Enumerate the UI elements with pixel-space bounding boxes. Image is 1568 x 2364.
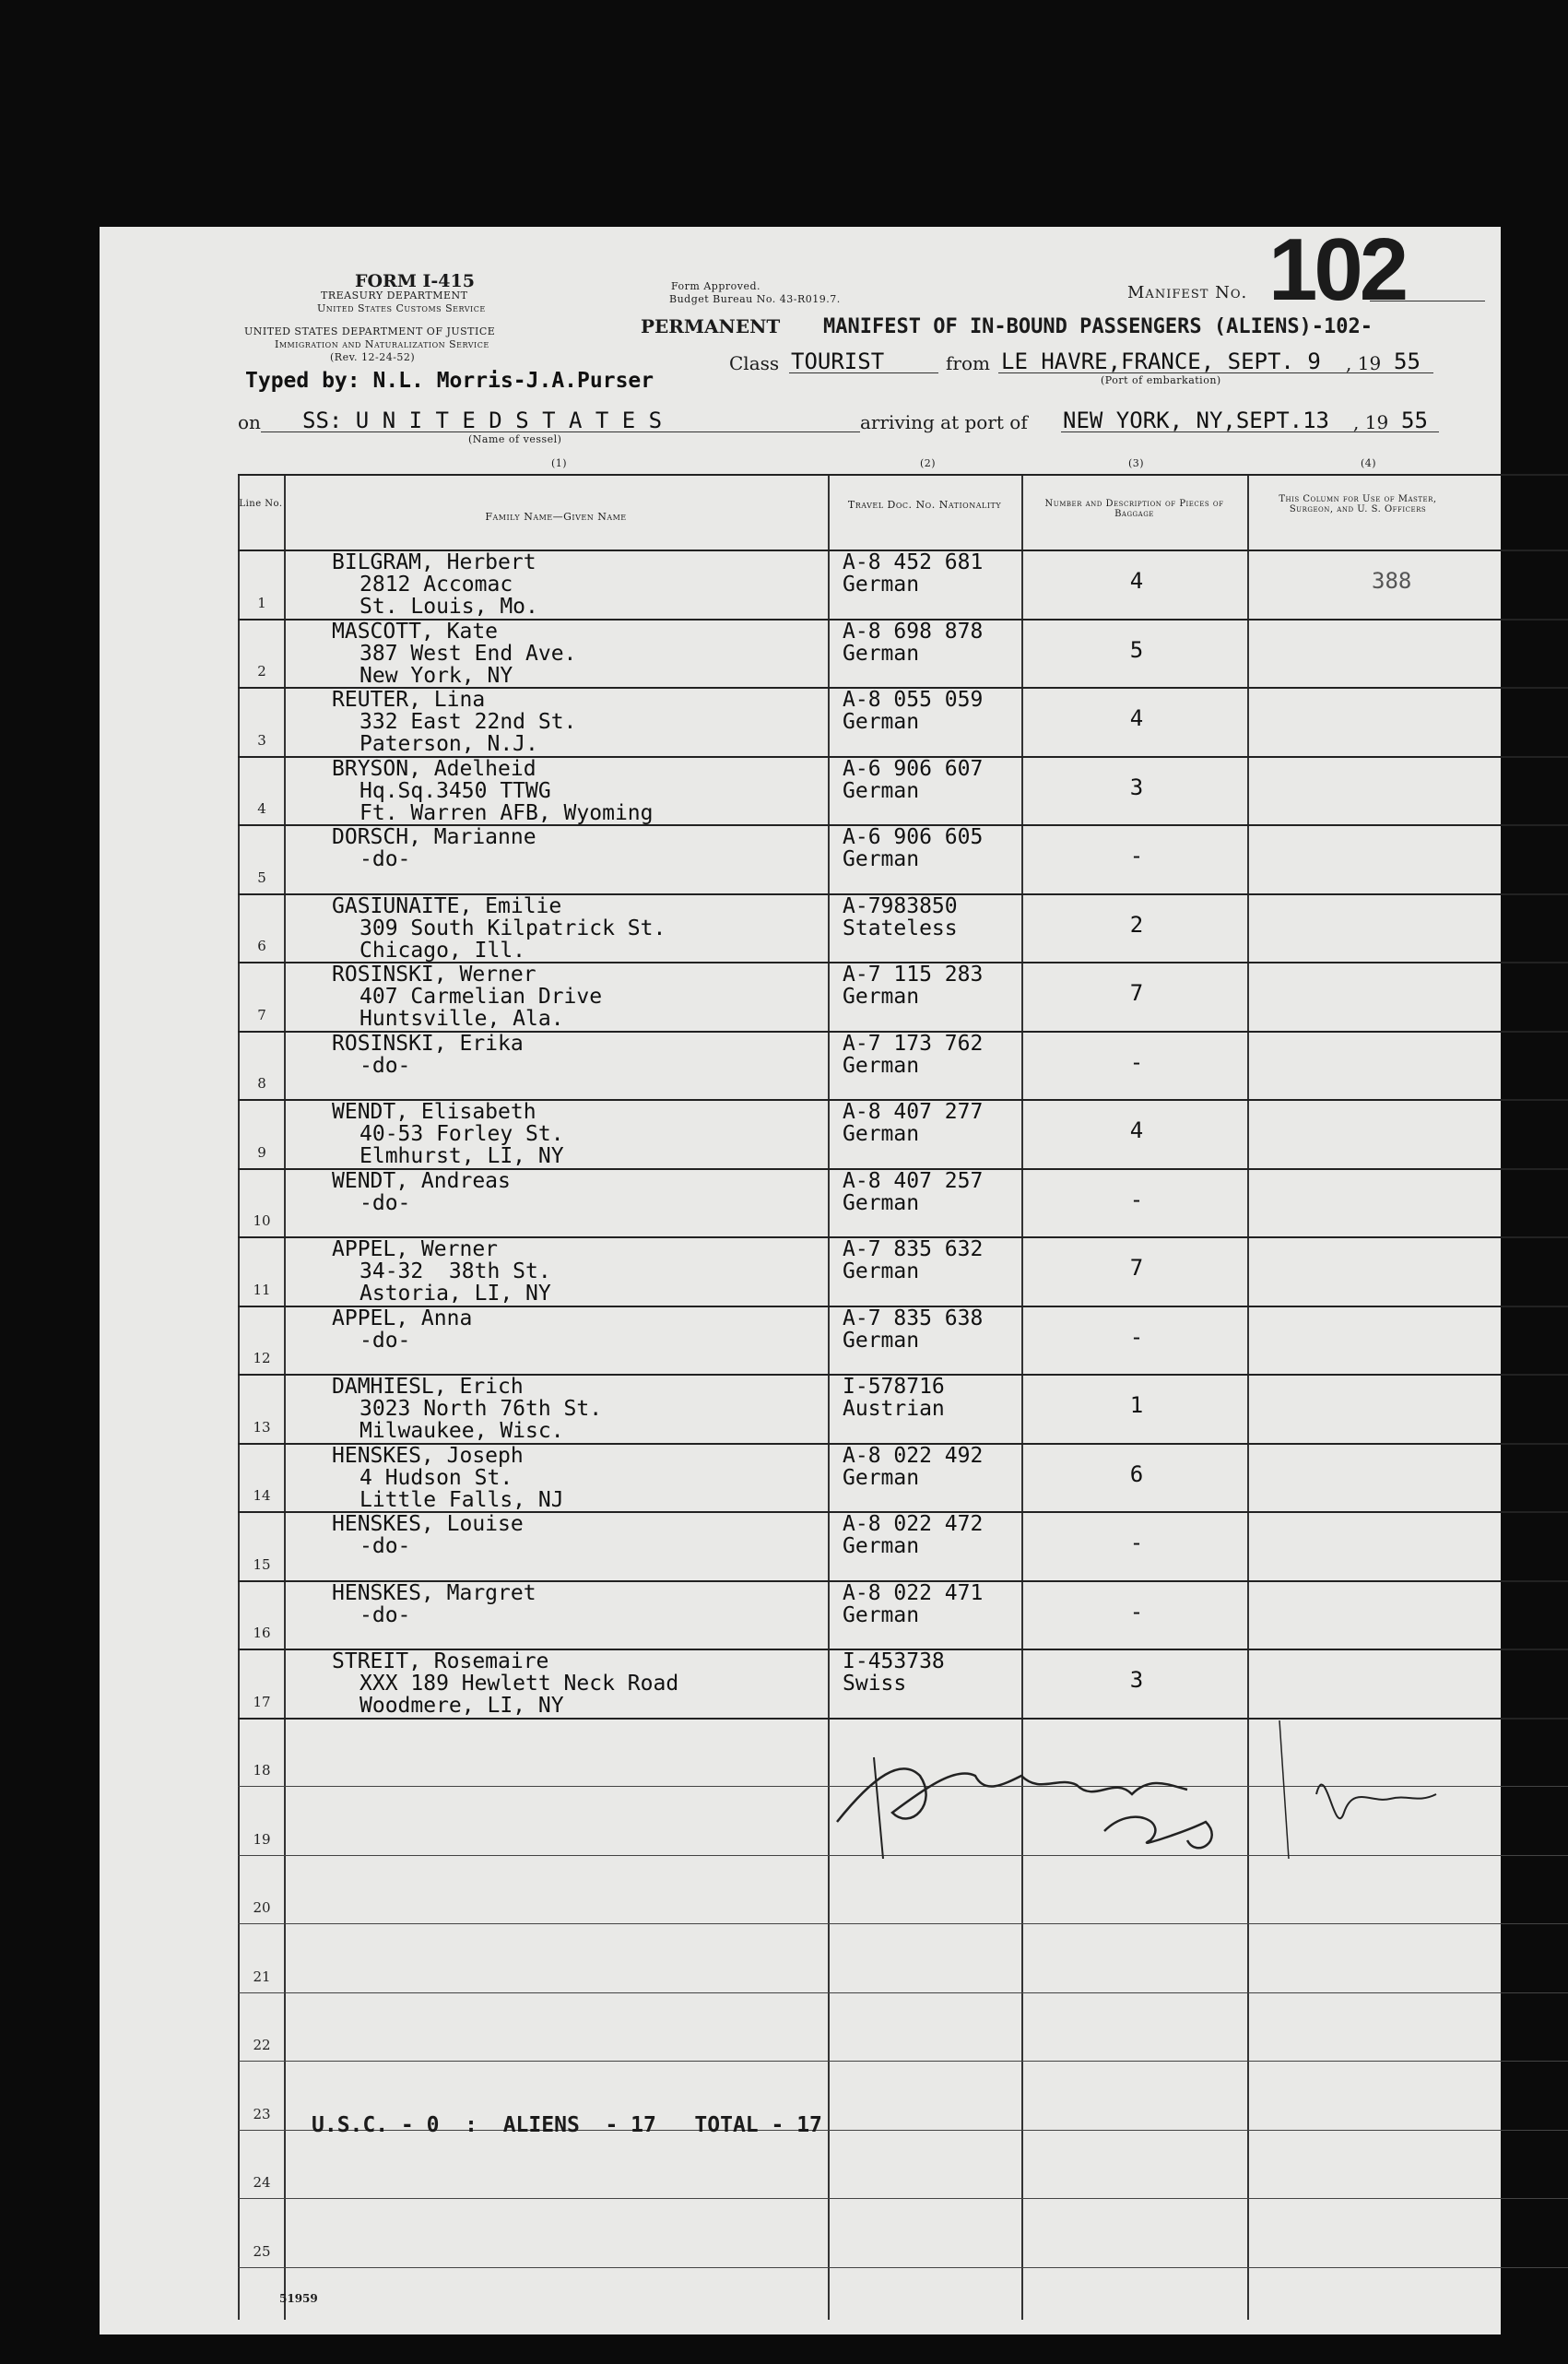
passenger-address-line1: -do- (360, 1602, 411, 1627)
line-number: 22 (253, 2037, 271, 2053)
baggage-count: - (1129, 843, 1144, 869)
passenger-address-line1: -do- (360, 847, 411, 871)
travel-doc-number: A-8 407 277 (843, 1100, 984, 1124)
manifest-table (238, 474, 1568, 2320)
travel-doc-number: A-7 835 632 (843, 1237, 984, 1261)
dept-treasury: TREASURY DEPARTMENT (321, 290, 468, 301)
line-number: 10 (253, 1212, 271, 1229)
nationality: Austrian (843, 1397, 945, 1421)
baggage-count: 4 (1129, 568, 1144, 594)
nationality: German (843, 847, 920, 871)
passenger-address-line2: Huntsville, Ala. (360, 1007, 564, 1031)
typed-by: Typed by: N.L. Morris-J.A.Purser (245, 369, 654, 393)
travel-doc-number: I-453738 (843, 1649, 945, 1673)
travel-doc-number: A-8 022 471 (843, 1580, 984, 1605)
on-label: on (238, 411, 261, 433)
arriving-value: NEW YORK, NY,SEPT.13 (1063, 408, 1329, 433)
travel-doc-number: A-7 173 762 (843, 1031, 984, 1056)
nationality: Stateless (843, 916, 958, 940)
travel-doc-number: A-8 022 492 (843, 1443, 984, 1468)
travel-doc-number: A-6 906 607 (843, 756, 984, 781)
vessel-underline (261, 431, 860, 432)
from-underline (998, 372, 1433, 373)
passenger-address-line1: Hq.Sq.3450 TTWG (360, 778, 551, 803)
passenger-address-line2: Woodmere, LI, NY (360, 1694, 564, 1718)
baggage-count: 1 (1129, 1392, 1144, 1418)
passenger-name: HENSKES, Margret (332, 1580, 536, 1605)
passenger-address-line1: 407 Carmelian Drive (360, 985, 603, 1009)
col-num-1: (1) (551, 457, 568, 469)
vessel-name: SS: U N I T E D S T A T E S (302, 408, 663, 433)
baggage-count: - (1129, 1530, 1144, 1555)
passenger-address-line1: -do- (360, 1190, 411, 1215)
nationality: German (843, 1465, 920, 1490)
line-number: 4 (257, 800, 266, 817)
officer-signature (800, 1720, 1501, 1859)
baggage-count: 3 (1129, 1667, 1144, 1693)
passenger-address-line2: Astoria, LI, NY (360, 1282, 551, 1306)
travel-doc-number: A-8 055 059 (843, 688, 984, 712)
passenger-name: REUTER, Lina (332, 688, 486, 712)
baggage-count: 4 (1129, 1117, 1144, 1143)
row-divider (238, 2198, 1568, 2199)
baggage-count: 6 (1129, 1460, 1144, 1487)
col-num-4: (4) (1361, 457, 1377, 469)
class-label: Class (729, 352, 780, 374)
line-number: 2 (257, 663, 266, 680)
baggage-count: - (1129, 1323, 1144, 1350)
passenger-address-line2: New York, NY (360, 663, 513, 688)
baggage-count: - (1129, 1186, 1144, 1212)
class-underline (789, 372, 938, 373)
class-value: TOURIST (791, 349, 885, 374)
nationality: German (843, 1328, 920, 1353)
passenger-name: HENSKES, Louise (332, 1512, 524, 1536)
line-number: 19 (253, 1830, 271, 1848)
line-number: 5 (257, 869, 266, 886)
arriving-year: 55 (1401, 408, 1428, 433)
row-divider (238, 2267, 1568, 2268)
baggage-count: 3 (1129, 774, 1144, 800)
col-num-2: (2) (920, 457, 937, 469)
nationality: German (843, 1602, 920, 1627)
passenger-name: MASCOTT, Kate (332, 619, 499, 644)
manifest-number: 102 (1268, 220, 1406, 319)
col-divider (828, 476, 830, 2320)
passenger-name: ROSINSKI, Werner (332, 963, 536, 987)
baggage-count: - (1129, 1598, 1144, 1625)
arriving-label: arriving at port of (860, 411, 1028, 433)
passenger-address-line1: 3023 North 76th St. (360, 1397, 603, 1421)
budget-bureau: Budget Bureau No. 43-R019.7. (669, 293, 841, 305)
line-number: 17 (253, 1693, 271, 1710)
passenger-name: STREIT, Rosemaire (332, 1649, 549, 1673)
travel-doc-number: A-6 906 605 (843, 825, 984, 849)
line-number: 6 (257, 938, 266, 954)
line-number: 11 (253, 1281, 271, 1298)
passenger-address-line2: St. Louis, Mo. (360, 595, 538, 619)
row-divider (238, 1992, 1568, 1993)
line-number: 16 (253, 1625, 271, 1641)
travel-doc-number: A-8 407 257 (843, 1168, 984, 1193)
from-label: from (946, 352, 990, 374)
header-officers-use: This Column for Use of Master, Surgeon, and U. S. Officers (1279, 494, 1437, 514)
passenger-address-line1: 40-53 Forley St. (360, 1122, 564, 1146)
passenger-name: APPEL, Werner (332, 1237, 499, 1261)
travel-doc-number: A-8 698 878 (843, 619, 984, 644)
form-revision: (Rev. 12-24-52) (330, 351, 416, 363)
line-number: 12 (253, 1350, 271, 1366)
passenger-name: DORSCH, Marianne (332, 825, 536, 849)
passenger-address-line1: 34-32 38th St. (360, 1259, 551, 1283)
vessel-label: (Name of vessel) (468, 433, 562, 445)
baggage-count: - (1129, 1048, 1144, 1075)
passenger-address-line2: Milwaukee, Wisc. (360, 1419, 564, 1443)
from-value: LE HAVRE,FRANCE, SEPT. 9 (1001, 349, 1321, 374)
passenger-name: WENDT, Andreas (332, 1168, 511, 1193)
officer-note-number: 388 (1372, 568, 1412, 594)
travel-doc-number: A-7983850 (843, 893, 958, 918)
nationality: Swiss (843, 1672, 907, 1696)
col-num-3: (3) (1128, 457, 1145, 469)
col-divider (1247, 476, 1249, 2320)
manifest-no-label: Manifest No. (1127, 283, 1248, 302)
form-approved: Form Approved. (671, 280, 761, 292)
permanent-label: PERMANENT (641, 315, 781, 337)
line-number: 3 (257, 731, 266, 749)
passenger-address-line2: Little Falls, NJ (360, 1487, 564, 1512)
passenger-address-line1: -do- (360, 1534, 411, 1558)
manifest-title: MANIFEST OF IN-BOUND PASSENGERS (ALIENS)-102- (823, 315, 1373, 338)
dept-ins: Immigration and Naturalization Service (275, 338, 489, 350)
baggage-count: 7 (1129, 980, 1144, 1006)
passenger-address-line1: 4 Hudson St. (360, 1465, 513, 1490)
line-number: 1 (257, 594, 266, 611)
nationality: German (843, 1534, 920, 1558)
dept-justice: UNITED STATES DEPARTMENT OF JUSTICE (244, 325, 496, 337)
line-number: 20 (253, 1899, 271, 1916)
row-divider (238, 2061, 1568, 2062)
passenger-address-line2: Chicago, Ill. (360, 938, 526, 963)
line-number: 23 (253, 2105, 271, 2122)
passenger-name: BILGRAM, Herbert (332, 550, 536, 574)
nationality: German (843, 1259, 920, 1283)
travel-doc-number: I-578716 (843, 1375, 945, 1399)
from-year: 55 (1394, 349, 1421, 374)
manifest-page (100, 220, 1501, 2334)
dept-customs: United States Customs Service (317, 302, 486, 314)
passenger-address-line1: 387 West End Ave. (360, 641, 577, 666)
header-baggage: Number and Description of Pieces of Baggage (1044, 499, 1224, 519)
line-number: 21 (253, 1968, 271, 1985)
form-number: FORM I-415 (355, 271, 475, 291)
travel-doc-number: A-7 115 283 (843, 963, 984, 987)
passenger-name: APPEL, Anna (332, 1306, 473, 1330)
footer-code: 51959 (279, 2292, 318, 2305)
nationality: German (843, 641, 920, 666)
from-year-prefix: , 19 (1346, 352, 1382, 374)
arriving-year-prefix: , 19 (1353, 411, 1389, 433)
header-travel-doc: Travel Doc. No. Nationality (847, 499, 1002, 511)
nationality: German (843, 1053, 920, 1078)
passenger-name: DAMHIESL, Erich (332, 1375, 524, 1399)
passenger-name: HENSKES, Joseph (332, 1443, 524, 1468)
line-number: 25 (253, 2242, 271, 2260)
travel-doc-number: A-8 452 681 (843, 550, 984, 574)
passenger-name: WENDT, Elisabeth (332, 1100, 536, 1124)
baggage-count: 5 (1129, 636, 1144, 663)
nationality: German (843, 1190, 920, 1215)
line-number: 14 (253, 1487, 271, 1504)
row-divider (238, 1923, 1568, 1924)
passenger-address-line2: Paterson, N.J. (360, 732, 538, 756)
line-number: 15 (253, 1555, 271, 1573)
line-number: 7 (257, 1006, 266, 1023)
passenger-address-line1: 332 East 22nd St. (360, 710, 577, 734)
line-number: 24 (253, 2174, 271, 2191)
line-number: 18 (253, 1762, 271, 1779)
passenger-name: GASIUNAITE, Emilie (332, 893, 562, 918)
nationality: German (843, 985, 920, 1009)
passenger-address-line2: Elmhurst, LI, NY (360, 1144, 564, 1168)
passenger-address-line1: 309 South Kilpatrick St. (360, 916, 666, 940)
header-line-no: Line No. (239, 499, 283, 509)
passenger-address-line2: Ft. Warren AFB, Wyoming (360, 800, 654, 825)
passenger-address-line1: -do- (360, 1053, 411, 1078)
baggage-count: 4 (1129, 705, 1144, 731)
passenger-name: BRYSON, Adelheid (332, 756, 536, 781)
arriving-underline (1061, 431, 1439, 432)
nationality: German (843, 573, 920, 597)
baggage-count: 2 (1129, 911, 1144, 938)
baggage-count: 7 (1129, 1255, 1144, 1281)
line-number: 9 (257, 1143, 266, 1161)
passenger-address-line1: -do- (360, 1328, 411, 1353)
header-family-name: Family Name—Given Name (485, 511, 627, 523)
nationality: German (843, 778, 920, 803)
passenger-address-line1: XXX 189 Hewlett Neck Road (360, 1672, 679, 1696)
passenger-address-line1: 2812 Accomac (360, 573, 513, 597)
col-divider (284, 476, 286, 2320)
port-embark-label: (Port of embarkation) (1101, 374, 1221, 386)
line-number: 13 (253, 1418, 271, 1436)
passenger-name: ROSINSKI, Erika (332, 1031, 524, 1056)
travel-doc-number: A-7 835 638 (843, 1306, 984, 1330)
nationality: German (843, 1122, 920, 1146)
totals-line: U.S.C. - 0 : ALIENS - 17 TOTAL - 17 (312, 2113, 822, 2137)
nationality: German (843, 710, 920, 734)
travel-doc-number: A-8 022 472 (843, 1512, 984, 1536)
col-divider (1021, 476, 1023, 2320)
line-number: 8 (257, 1075, 266, 1092)
